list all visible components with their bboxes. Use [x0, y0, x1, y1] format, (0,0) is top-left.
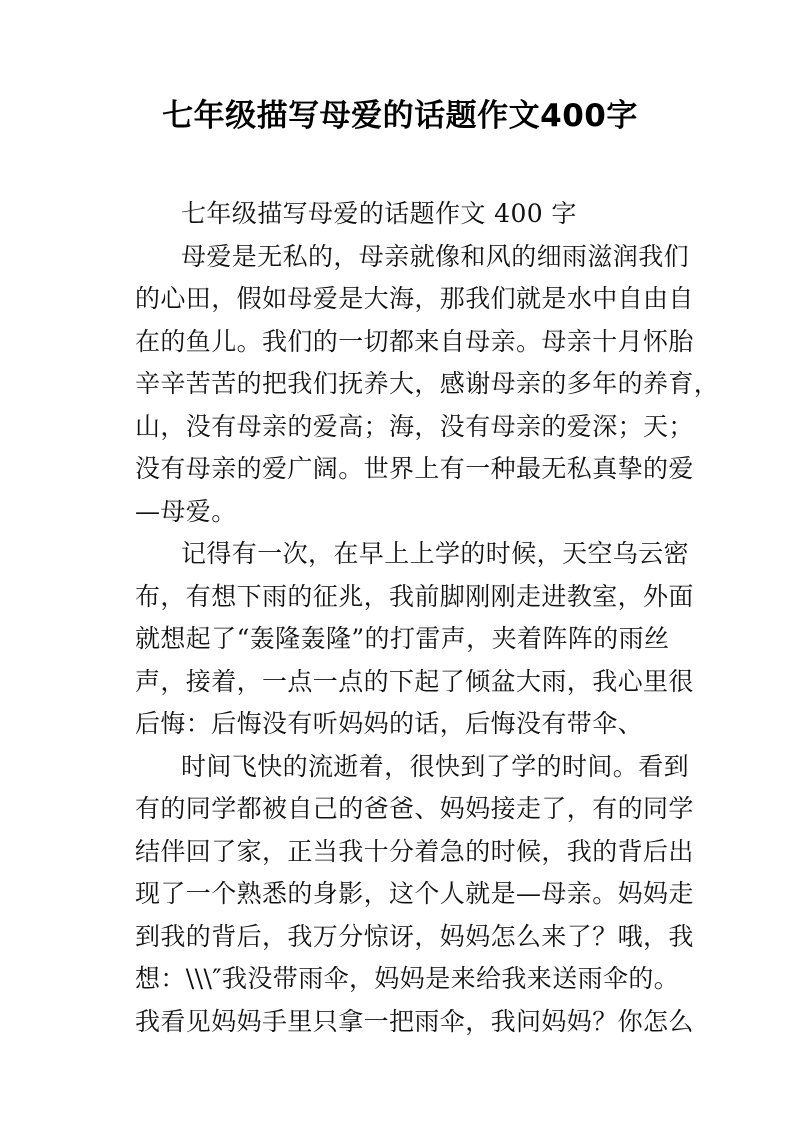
text-line: 结伴回了家，正当我十分着急的时候，我的背后出	[135, 836, 694, 866]
text-line: 在的鱼儿。我们的一切都来自母亲。母亲十月怀胎	[135, 326, 694, 356]
text-line: 时间飞快的流逝着，很快到了学的时间。看到	[181, 751, 690, 781]
text-line: 声，接着，一点一点的下起了倾盆大雨，我心里很	[135, 666, 694, 696]
text-line: 有的同学都被自己的爸爸、妈妈接走了，有的同学	[135, 794, 694, 823]
text-line: 母爱是无私的，母亲就像和风的细雨滋润我们	[181, 241, 690, 271]
text-line: 想：\\\″我没带雨伞，妈妈是来给我来送雨伞的。	[135, 964, 680, 993]
text-line: 现了一个熟悉的身影，这个人就是—母亲。妈妈走	[135, 879, 694, 908]
text-line: 辛辛苦苦的把我们抚养大，感谢母亲的多年的养育，	[135, 369, 720, 398]
text-line: 山，没有母亲的爱高；海，没有母亲的爱深；天；	[135, 411, 694, 441]
text-line: 七年级描写母爱的话题作文 400 字	[181, 199, 577, 228]
text-line: 没有母亲的爱广阔。世界上有一种最无私真挚的爱	[135, 454, 694, 483]
text-line: 到我的背后，我万分惊讶，妈妈怎么来了？哦，我	[135, 921, 694, 951]
document-body	[135, 193, 720, 1043]
text-line: 我看见妈妈手里只拿一把雨伞，我问妈妈？你怎么	[135, 1006, 694, 1036]
text-line: 记得有一次，在早上上学的时候，天空乌云密	[181, 539, 690, 568]
text-line: 布，有想下雨的征兆，我前脚刚刚走进教室，外面	[135, 581, 694, 611]
text-line: 后悔：后悔没有听妈妈的话，后悔没有带伞、	[135, 709, 644, 738]
text-line: 就想起了“轰隆轰隆”的打雷声，夹着阵阵的雨丝	[135, 624, 670, 653]
text-line: 的心田，假如母爱是大海，那我们就是水中自由自	[135, 284, 694, 313]
text-line: —母爱。	[135, 496, 237, 526]
document-title: 七年级描写母爱的话题作文400字	[162, 98, 638, 134]
